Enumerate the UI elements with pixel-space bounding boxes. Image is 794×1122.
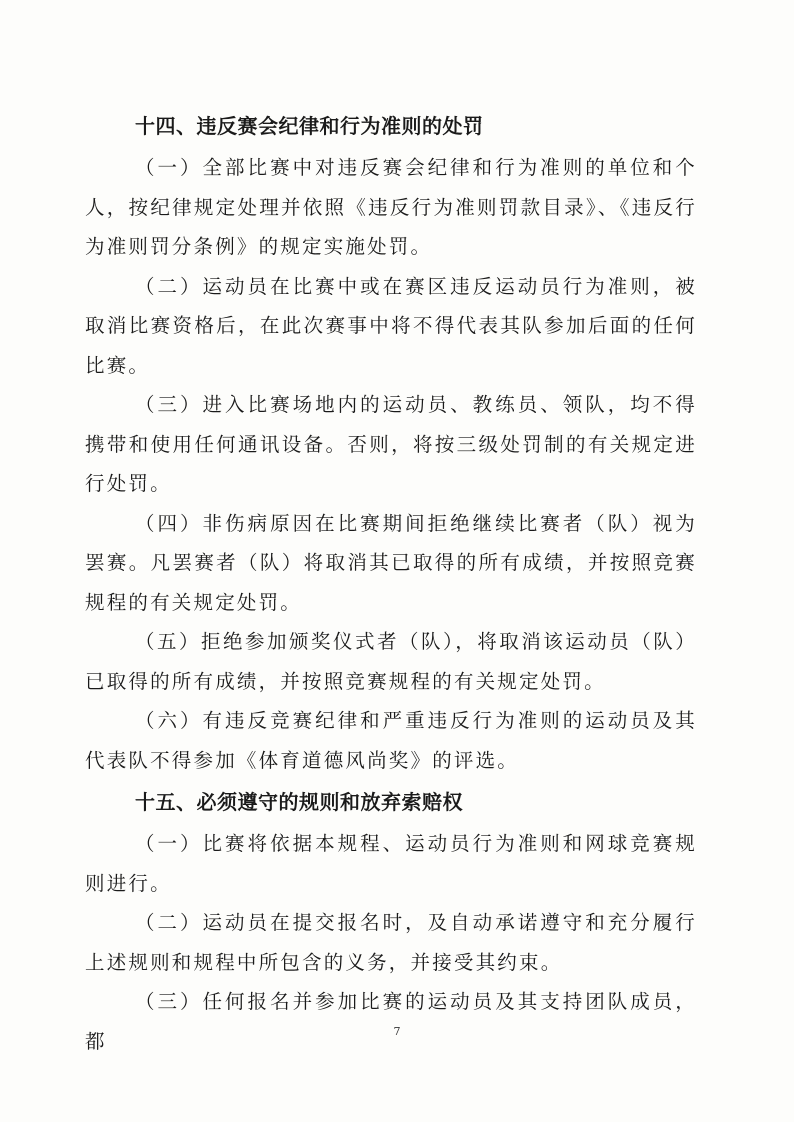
section-15 [85,780,697,1061]
paragraph: （二）运动员在提交报名时，及自动承诺遵守和充分履行上述规则和规程中所包含的义务，并接受其约束。 [85,911,697,974]
paragraph: （三）任何报名并参加比赛的运动员及其支持团队成员，都 [85,990,697,1053]
paragraph: （二）运动员在比赛中或在赛区违反运动员行为准则，被取消比赛资格后，在此次赛事中将不得代表其队参加后面的任何比赛。 [85,274,697,377]
paragraph: （六）有违反竞赛纪律和严重违反行为准则的运动员及其代表队不得参加《体育道德风尚奖》的评选。 [85,709,697,772]
paragraph: （一）全部比赛中对违反赛会纪律和行为准则的单位和个人，按纪律规定处理并依照《违反行为准则罚款目录》、《违反行为准则罚分条例》的规定实施处罚。 [85,156,697,258]
paragraph: （四）非伤病原因在比赛期间拒绝继续比赛者（队）视为罢赛。凡罢赛者（队）将取消其已取得的所有成绩，并按照竞赛规程的有关规定处罚。 [85,511,697,614]
paragraph: （三）进入比赛场地内的运动员、教练员、领队，均不得携带和使用任何通讯设备。否则，将按三级处罚制的有关规定进行处罚。 [85,393,697,495]
document-body [85,104,697,1061]
paragraph: （五）拒绝参加颁奖仪式者（队），将取消该运动员（队）已取得的所有成绩，并按照竞赛规程的有关规定处罚。 [85,630,697,693]
section-heading: 十四、违反赛会纪律和行为准则的处罚 [135,114,484,138]
paragraph: （一）比赛将依据本规程、运动员行为准则和网球竞赛规则进行。 [85,832,697,895]
page-number: 7 [393,1025,401,1038]
section-heading: 十五、必须遵守的规则和放弃索赔权 [135,790,463,814]
section-14 [85,104,697,780]
